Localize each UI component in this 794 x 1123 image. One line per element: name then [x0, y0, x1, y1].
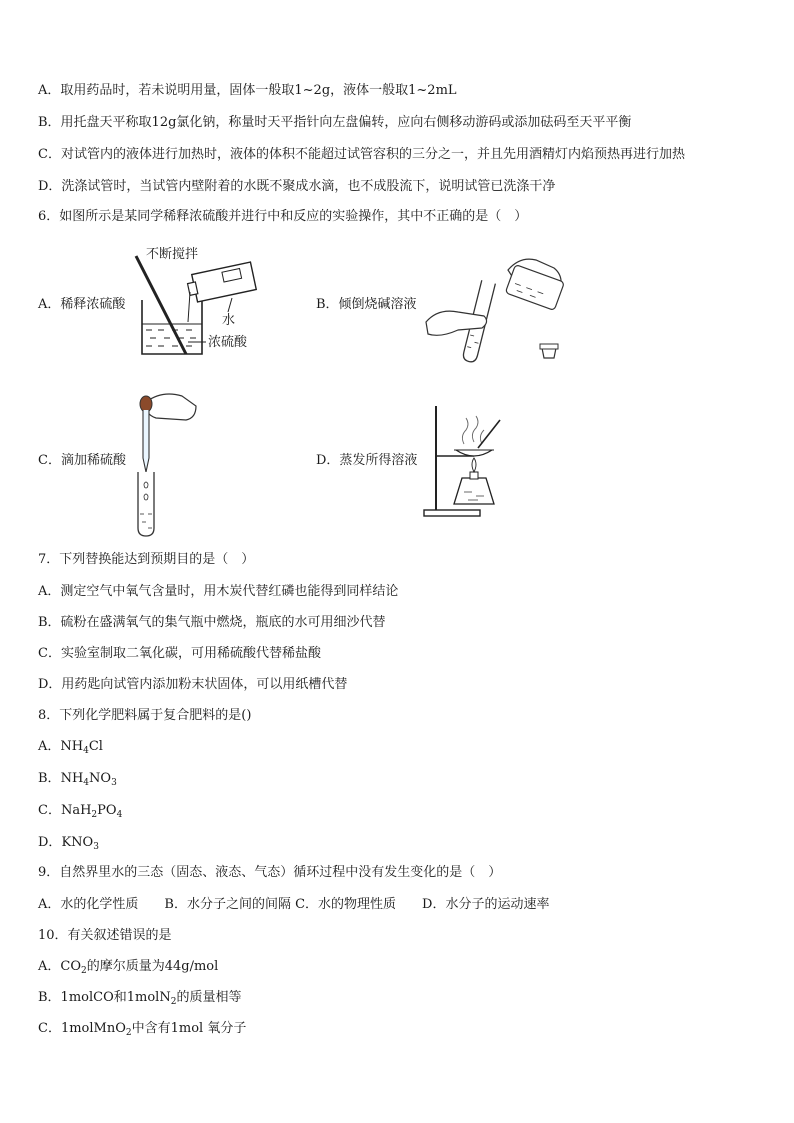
q10-option-b: B．1molCO和1molN$_2$的质量相等 [38, 990, 242, 1007]
label-stir: 不断搅拌 [146, 247, 199, 262]
q7-option-d: D．用药匙向试管内添加粉末状固体，可以用纸槽代替 [38, 677, 348, 692]
q7-stem: 7．下列替换能达到预期目的是（ ） [38, 552, 255, 567]
q10-stem: 10．有关叙述错误的是 [38, 928, 172, 943]
q6-stem: 6．如图所示是某同学稀释浓硫酸并进行中和反应的实验操作，其中不正确的是（ ） [38, 209, 528, 224]
q8-stem: 8．下列化学肥料属于复合肥料的是() [38, 708, 252, 723]
q8-option-b: B．$NH_4NO_3$ [38, 771, 117, 788]
steam [462, 418, 468, 444]
figure-evaporation [420, 400, 520, 520]
q7-option-a: A．测定空气中氧气含量时，用木炭代替红磷也能得到同样结论 [38, 584, 399, 599]
stirring-rod [136, 256, 186, 354]
q10-option-a: A．$CO_2$的摩尔质量为44g/mol [38, 959, 219, 976]
q9-options: A．水的化学性质 B．水分子之间的间隔 C．水的物理性质 D．水分子的运动速率 [38, 897, 550, 912]
q9-stem: 9．自然界里水的三态（固态、液态、气态）循环过程中没有发生变化的是（ ） [38, 865, 502, 880]
flame-icon [472, 458, 476, 472]
q8-option-a: A．$NH_4Cl$ [38, 739, 103, 756]
q8-option-d: D．$KNO_3$ [38, 835, 99, 852]
reagent-bottle [186, 262, 256, 303]
dropper-tube [143, 410, 149, 472]
q5-option-a: A．取用药品时，若未说明用量，固体一般取1~2g，液体一般取1~2mL [38, 83, 457, 98]
q7-option-c: C．实验室制取二氧化碳，可用稀硫酸代替稀盐酸 [38, 646, 321, 661]
q6-option-d-label: D．蒸发所得溶液 [316, 453, 418, 468]
pour-stream [188, 292, 190, 322]
label-conc-acid: 浓硫酸 [208, 335, 248, 350]
figure-pour-solution [424, 250, 572, 368]
figure-dilute-acid [128, 246, 268, 358]
q6-option-b-label: B．倾倒烧碱溶液 [316, 297, 417, 312]
q5-option-d: D．洗涤试管时，当试管内壁附着的水既不聚成水滴，也不成股流下，说明试管已洗涤干净 [38, 179, 556, 194]
q6-option-c-label: C．滴加稀硫酸 [38, 453, 126, 468]
q5-option-b: B．用托盘天平称取12g氯化钠，称量时天平指针向左盘偏转，应向右侧移动游码或添加砝码至天平平衡 [38, 115, 632, 130]
q6-option-a-label: A．稀释浓硫酸 [38, 297, 126, 312]
q8-option-c: C．$NaH_2PO_4$ [38, 803, 123, 820]
figure-dropper [126, 388, 200, 538]
q10-option-c: C．1molMnO$_2$中含有1mol 氧分子 [38, 1021, 247, 1038]
dropper-bulb [140, 396, 152, 412]
label-water: 水 [222, 313, 236, 328]
q5-option-c: C．对试管内的液体进行加热时，液体的体积不能超过试管容积的三分之一，并且先用酒精灯内焰预热再进行加热 [38, 147, 685, 162]
acid-liquid [146, 330, 196, 346]
q7-option-b: B．硫粉在盛满氧气的集气瓶中燃烧，瓶底的水可用细沙代替 [38, 615, 386, 630]
evaporating-dish [456, 450, 492, 456]
hand-icon [146, 394, 196, 420]
